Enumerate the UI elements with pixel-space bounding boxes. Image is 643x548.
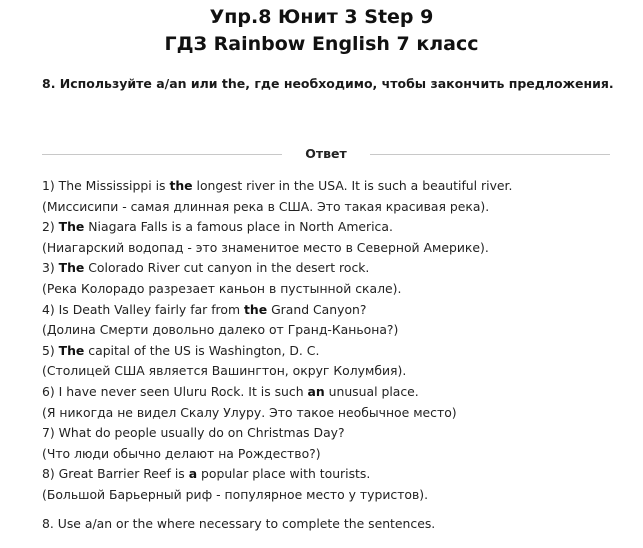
page-title-line2: ГДЗ Rainbow English 7 класс [164, 33, 479, 55]
task-instruction-english: 8. Use a/an or the where necessary to complete the sentences. [42, 516, 436, 531]
answer-text: 7) What do people usually do on Christmas Day? [42, 425, 345, 441]
answer-text: Colorado River cut canyon in the desert rock. [84, 260, 370, 276]
answer-line [42, 444, 632, 465]
answer-text: 3) [42, 260, 59, 276]
answer-line [42, 300, 632, 321]
answer-line [42, 258, 632, 279]
answer-line [42, 279, 632, 300]
answer-line [42, 361, 632, 382]
article-answer: The [58, 219, 85, 235]
answer-line [42, 197, 632, 218]
answer-text: (Миссисипи - самая длинная река в США. Это такая красивая река). [42, 198, 490, 214]
task-instruction: 8. Используйте a/an или the, где необходимо, чтобы закончить предложения. [42, 76, 614, 91]
article-answer: the [169, 178, 193, 193]
answer-text: 1) The Mississippi is [42, 178, 170, 193]
answer-text: longest river in the USA. It is such a beautiful river. [192, 178, 513, 193]
answer-line [42, 320, 632, 341]
answer-text: 8) Great Barrier Reef is [42, 466, 189, 482]
article-answer: the [243, 301, 268, 317]
answer-line [42, 403, 632, 424]
answer-line [42, 217, 632, 238]
divider-line-left [42, 154, 282, 155]
answer-text: unusual place. [324, 383, 419, 399]
answer-line [42, 464, 632, 485]
answer-text: capital of the US is Washington, D. C. [84, 342, 320, 358]
article-answer: The [58, 260, 85, 276]
answer-line [42, 176, 632, 197]
answer-text: (Большой Барьерный риф - популярное место у туристов). [42, 486, 429, 502]
answer-text: (Река Колорадо разрезает каньон в пустынной скале). [42, 280, 402, 296]
answer-text: 4) Is Death Valley fairly far from [42, 301, 244, 317]
answer-line [42, 485, 632, 506]
answer-text: (Долина Смерти довольно далеко от Гранд-Каньона?) [42, 322, 399, 338]
answer-text: (Столицей США является Вашингтон, округ Колумбия). [42, 363, 407, 379]
answer-text: 2) [42, 219, 59, 235]
answer-text: popular place with tourists. [197, 466, 371, 482]
answer-text: (Ниагарский водопад - это знаменитое место в Северной Америке). [42, 239, 489, 255]
answer-text: 5) [42, 342, 59, 358]
article-answer: a [188, 466, 198, 482]
answer-line [42, 423, 632, 444]
article-answer: The [58, 342, 85, 358]
answer-list [42, 176, 632, 506]
page-title-line1: Упр.8 Юнит 3 Step 9 [209, 6, 434, 28]
answer-line [42, 382, 632, 403]
answer-text: 6) I have never seen Uluru Rock. It is such [42, 383, 308, 399]
answer-text: Grand Canyon? [267, 301, 367, 317]
answer-line [42, 341, 632, 362]
divider-line-right [370, 154, 610, 155]
answer-text: (Что люди обычно делают на Рождество?) [42, 445, 321, 461]
answer-text: (Я никогда не видел Скалу Улуру. Это такое необычное место) [42, 404, 457, 420]
answer-line [42, 238, 632, 259]
article-answer: an [307, 383, 325, 399]
answer-divider [42, 146, 610, 164]
answer-text: Niagara Falls is a famous place in North America. [84, 219, 393, 235]
answer-heading: Ответ [305, 146, 347, 161]
